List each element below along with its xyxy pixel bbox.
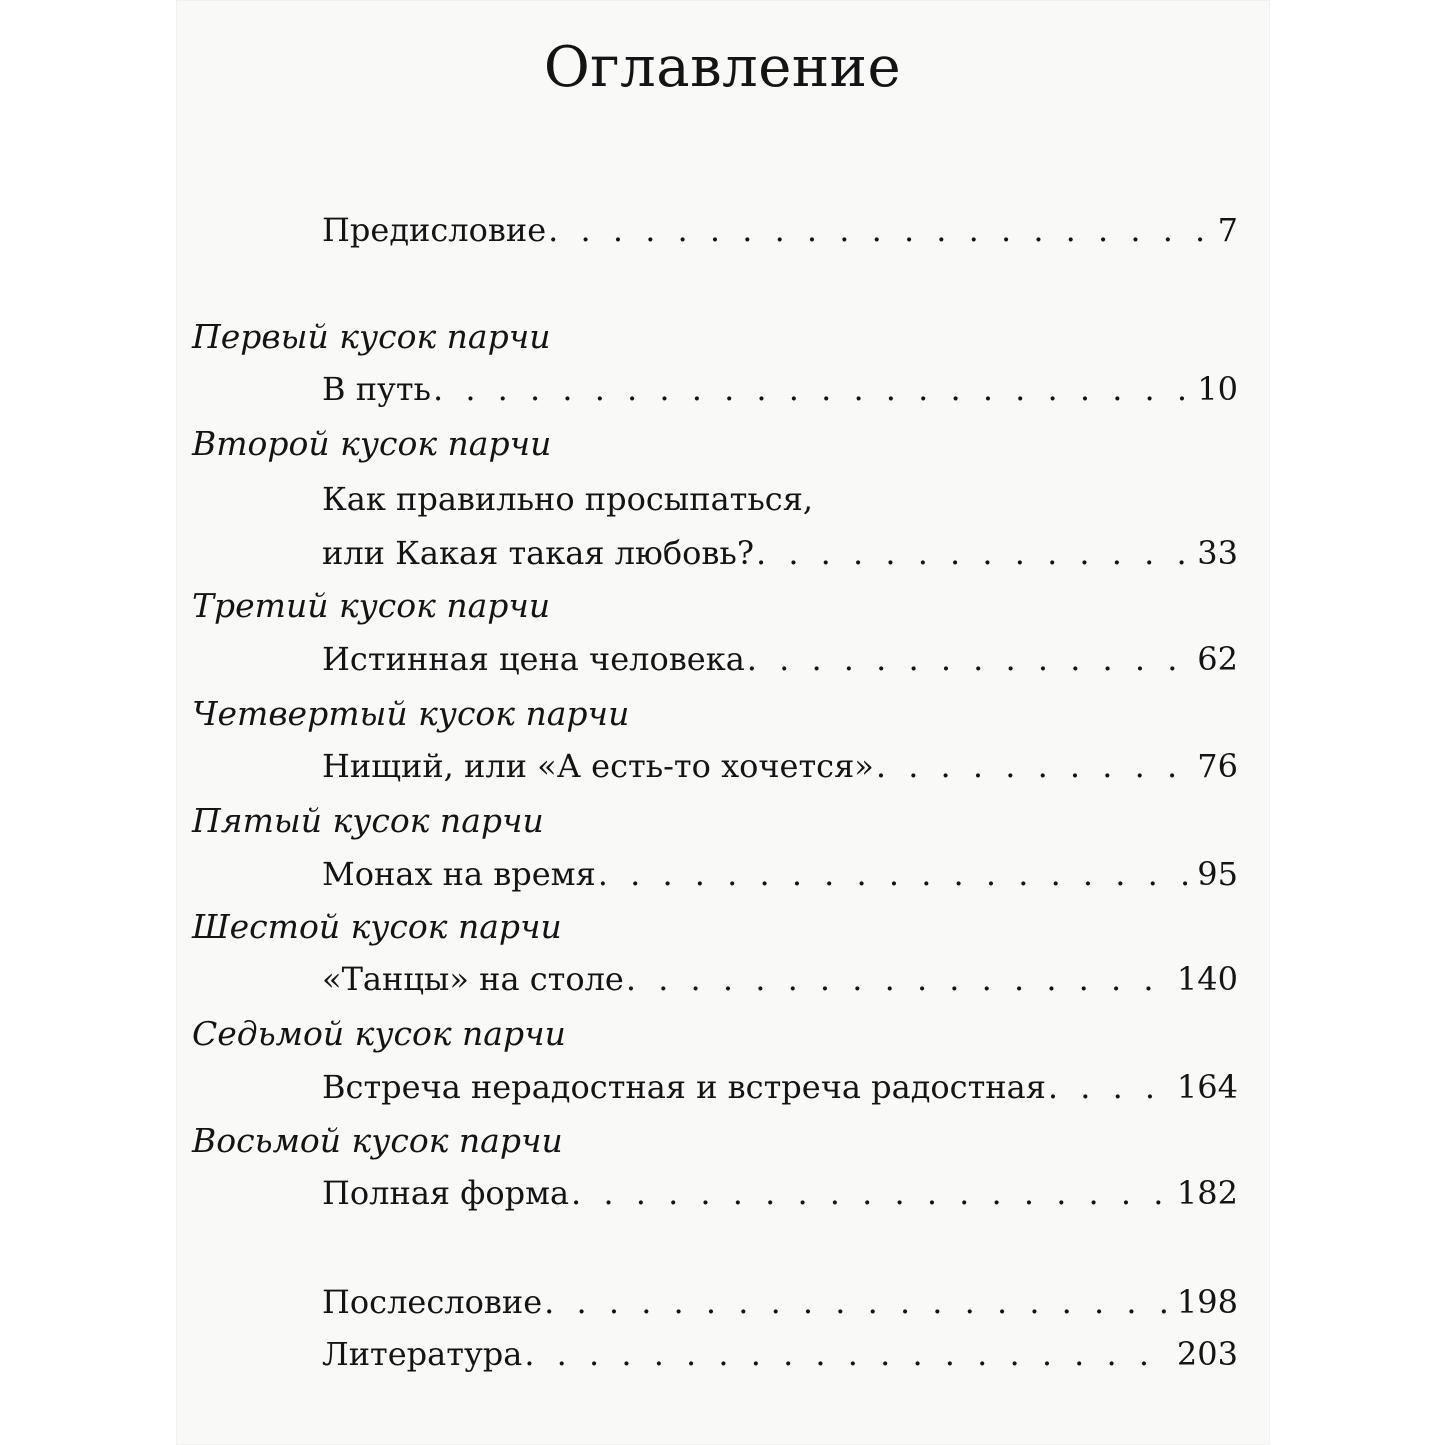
toc-entry-literature: [322, 1332, 1238, 1376]
page-title: Оглавление: [543, 35, 902, 100]
leader-dots: [433, 367, 1187, 411]
toc-part-heading: Шестой кусок парчи: [192, 907, 562, 946]
leader-dots: [876, 744, 1187, 788]
toc-entry: [322, 1065, 1238, 1109]
toc-entry-label: или Какая такая любовь?: [322, 534, 754, 572]
toc-page-number: 198: [1176, 1283, 1238, 1321]
toc-entry: [322, 477, 1238, 575]
toc-part-heading: Второй кусок парчи: [192, 424, 552, 463]
toc-part-heading: Третий кусок парчи: [192, 586, 551, 625]
leader-dots: [626, 957, 1167, 1001]
toc-entry: [322, 852, 1238, 896]
leader-dots: [524, 1332, 1167, 1376]
toc-part-heading: Восьмой кусок парчи: [192, 1121, 563, 1160]
toc-page-number: 33: [1197, 534, 1238, 572]
toc-part-heading: Первый кусок парчи: [192, 317, 551, 356]
toc-entry-label: В путь: [322, 370, 431, 408]
leader-dots: [571, 1171, 1167, 1215]
leader-dots: [1048, 1065, 1167, 1109]
toc-entry-preface: [322, 208, 1238, 252]
leader-dots: [747, 637, 1188, 681]
leader-dots: [544, 1280, 1167, 1324]
toc-entry-label: Нищий, или «А есть-то хочется»: [322, 747, 874, 785]
toc-entry: [322, 957, 1238, 1001]
toc-entry-afterword: [322, 1280, 1238, 1324]
toc-page-number: 7: [1217, 211, 1238, 249]
leader-dots: [756, 531, 1187, 575]
leader-dots: [598, 852, 1188, 896]
toc-entry: [322, 744, 1238, 788]
toc-entry-label: Полная форма: [322, 1174, 570, 1212]
toc-page-number: 10: [1197, 370, 1238, 408]
toc-entry: [322, 367, 1238, 411]
toc-page-number: 164: [1176, 1068, 1238, 1106]
toc-part-heading: Седьмой кусок парчи: [192, 1014, 566, 1053]
toc-entry-label: Предисловие: [322, 211, 547, 249]
toc-entry: [322, 1171, 1238, 1215]
leader-dots: [548, 208, 1207, 252]
toc-entry-label: Литература: [322, 1335, 523, 1373]
toc-entry-label: «Танцы» на столе: [322, 960, 624, 998]
toc-part-heading: Пятый кусок парчи: [192, 801, 544, 840]
toc-entry-label-line1: Как правильно просыпаться,: [322, 480, 814, 518]
toc-entry: [322, 637, 1238, 681]
toc-page-number: 140: [1176, 960, 1238, 998]
toc-page-number: 62: [1197, 640, 1238, 678]
toc-entry-label: Истинная цена человека: [322, 640, 745, 678]
toc-entry-label: Послесловие: [322, 1283, 543, 1321]
toc-page-number: 76: [1197, 747, 1238, 785]
toc-page-number: 182: [1176, 1174, 1238, 1212]
toc-entry-label: Монах на время: [322, 855, 596, 893]
toc-page-number: 95: [1197, 855, 1238, 893]
toc-entry-label: Встреча нерадостная и встреча радостная: [322, 1068, 1046, 1106]
toc-part-heading: Четвертый кусок парчи: [192, 694, 630, 733]
toc-page-number: 203: [1176, 1335, 1238, 1373]
